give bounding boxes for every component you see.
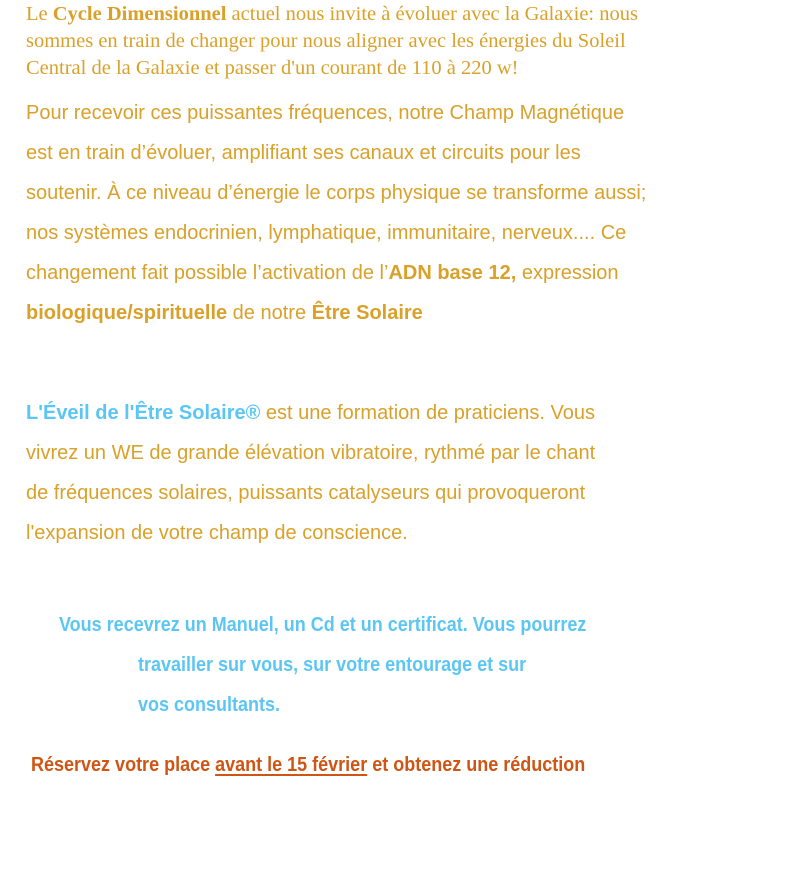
para3-line-2: travailler sur vous, sur votre entourage et sur xyxy=(138,654,527,676)
text: est une formation de praticiens. Vous xyxy=(260,402,595,424)
text: et obtenez une réduction xyxy=(367,754,586,776)
intro-line-1 xyxy=(26,3,638,26)
cta-line xyxy=(31,754,585,777)
para1-line-1: Pour recevoir ces puissantes fréquences, notre Champ Magnétique xyxy=(26,102,625,124)
para1-line-5 xyxy=(26,262,619,285)
para2-line-4: l'expansion de votre champ de conscience. xyxy=(26,522,408,544)
formation-title: L'Éveil de l'Être Solaire® xyxy=(26,402,261,424)
intro-line-2: sommes en train de changer pour nous aligner avec les énergies du Soleil xyxy=(26,30,626,52)
para3-line-1: Vous recevrez un Manuel, un Cd et un certificat. Vous pourrez xyxy=(59,614,587,636)
adn-bold: ADN base 12, xyxy=(388,262,517,284)
para1-line-6 xyxy=(26,302,423,325)
text: expression xyxy=(516,262,619,284)
etre-solaire-bold: Être Solaire xyxy=(311,302,423,324)
para1-line-3: soutenir. À ce niveau d’énergie le corps physique se transforme aussi; xyxy=(26,182,647,204)
para3-line-3: vos consultants. xyxy=(138,694,281,716)
para2-line-2: vivrez un WE de grande élévation vibratoire, rythmé par le chant xyxy=(26,442,596,464)
bold-text: biologique/spirituelle xyxy=(26,302,228,324)
deadline-link[interactable]: avant le 15 février xyxy=(215,754,368,776)
intro-line-3: Central de la Galaxie et passer d'un courant de 110 à 220 w! xyxy=(26,57,519,79)
text: actuel nous invite à évoluer avec la Galaxie: nous xyxy=(226,3,638,25)
para1-line-2: est en train d’évoluer, amplifiant ses canaux et circuits pour les xyxy=(26,142,581,164)
text: Le xyxy=(26,3,53,25)
para1-line-4: nos systèmes endocrinien, lymphatique, immunitaire, nerveux.... Ce xyxy=(26,222,627,244)
para2-line-1 xyxy=(26,402,595,425)
text: changement fait possible l’activation de l’ xyxy=(26,262,389,284)
text: Réservez votre place xyxy=(31,754,216,776)
para2-line-3: de fréquences solaires, puissants catalyseurs qui provoqueront xyxy=(26,482,586,504)
text: de notre xyxy=(227,302,312,324)
cycle-dimensionnel-bold: Cycle Dimensionnel xyxy=(52,3,227,25)
